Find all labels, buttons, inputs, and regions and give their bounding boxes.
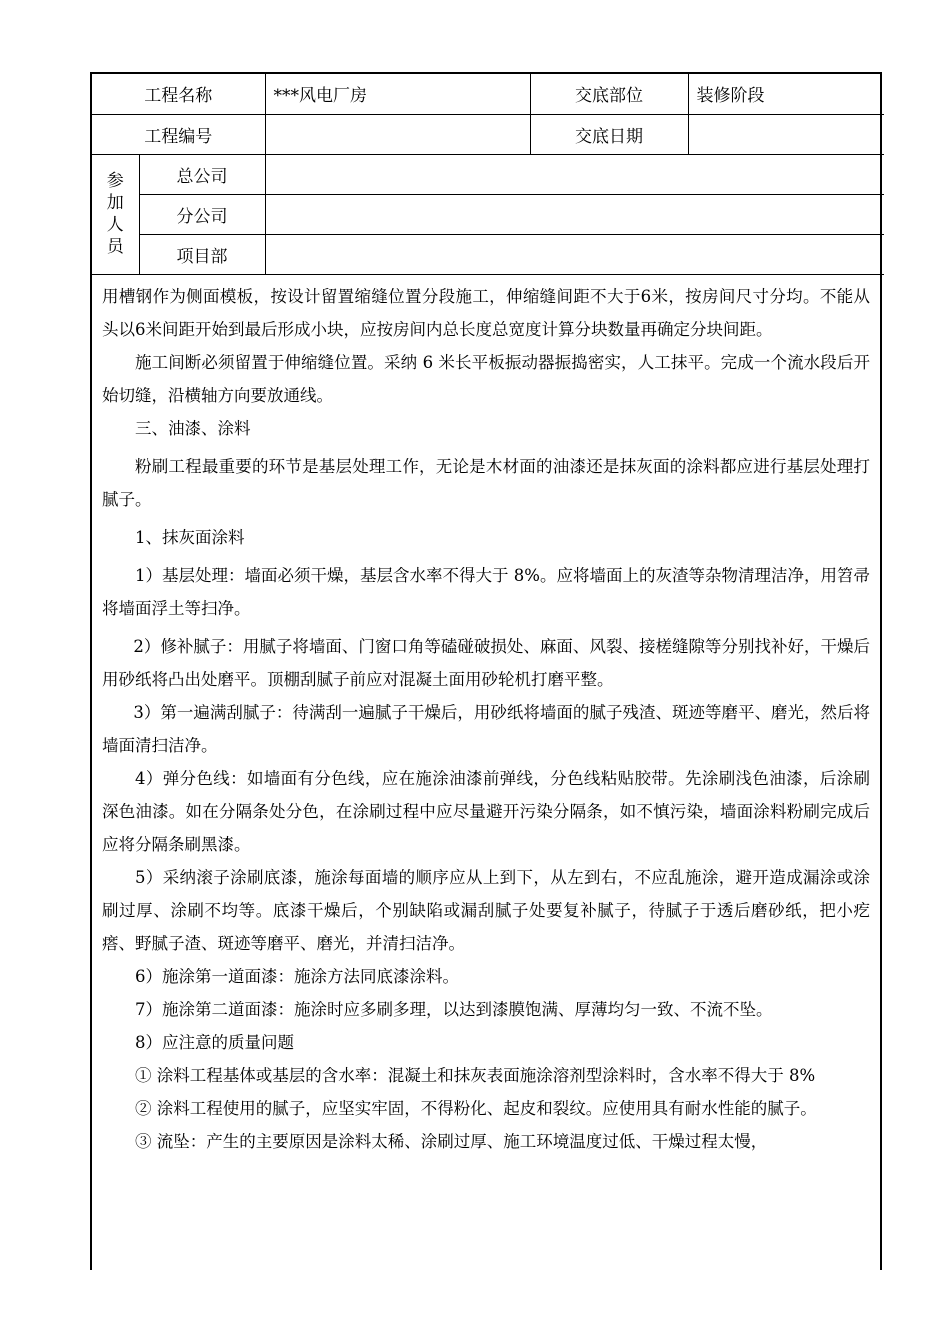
paragraph: 4）弹分色线：如墙面有分色线，应在施涂油漆前弹线，分色线粘贴胶带。先涂刷浅色油漆，后涂刷深色油漆。如在分隔条处分色，在涂刷过程中应尽量避开污染分隔条，如不慎污染，墙面涂料粉刷完成后应将分隔条刷黑漆。: [102, 769, 870, 854]
sub-heading: 1、抹灰面涂料: [135, 528, 245, 547]
paragraph: 粉刷工程最重要的环节是基层处理工作，无论是木材面的油漆还是抹灰面的涂料都应进行基层处理打腻子。: [102, 457, 870, 509]
paragraph: ② 涂料工程使用的腻子，应坚实牢固，不得粉化、起皮和裂纹。应使用具有耐水性能的腻子。: [135, 1099, 817, 1118]
project-name-label: 工程名称: [92, 74, 265, 114]
handover-date-value[interactable]: [688, 114, 884, 154]
body-text: [102, 280, 870, 1158]
paragraph: ① 涂料工程基体或基层的含水率：混凝土和抹灰表面施涂溶剂型涂料时，含水率不得大于 8%: [135, 1066, 816, 1085]
paragraph: ③ 流坠：产生的主要原因是涂料太稀、涂刷过厚、施工环境温度过低、干燥过程太慢，: [135, 1132, 768, 1151]
project-no-label: 工程编号: [92, 114, 265, 154]
participant-project-dept-value[interactable]: [265, 234, 884, 274]
paragraph: 8）应注意的质量问题: [135, 1033, 294, 1052]
paragraph: 7）施涂第二道面漆：施涂时应多刷多理，以达到漆膜饱满、厚薄均匀一致、不流不坠。: [135, 1000, 773, 1019]
participants-char: 人: [106, 215, 124, 235]
project-no-value[interactable]: [265, 114, 530, 154]
participants-char: 加: [106, 193, 124, 213]
handover-sheet: [90, 72, 882, 1270]
paragraph: 施工间断必须留置于伸缩缝位置。采纳 6 米长平板振动器振捣密实，人工抹平。完成一个流水段后开始切缝，沿横轴方向要放通线。: [102, 353, 870, 405]
participants-char: 参: [106, 171, 124, 191]
handover-part-value[interactable]: 装修阶段: [688, 74, 884, 114]
paragraph: 3）第一遍满刮腻子：待满刮一遍腻子干燥后，用砂纸将墙面的腻子残渣、斑迹等磨平、磨光，然后将墙面清扫洁净。: [102, 703, 870, 755]
participant-head-office-value[interactable]: [265, 154, 884, 194]
paragraph: 6）施涂第一道面漆：施涂方法同底漆涂料。: [135, 967, 459, 986]
paragraph: 2）修补腻子：用腻子将墙面、门窗口角等磕碰破损处、麻面、风裂、接槎缝隙等分别找补好，干燥后用砂纸将凸出处磨平。顶棚刮腻子前应对混凝土面用砂轮机打磨平整。: [102, 637, 870, 689]
section-heading: 三、油漆、涂料: [135, 419, 251, 438]
handover-part-label: 交底部位: [530, 74, 688, 114]
paragraph: 1）基层处理：墙面必须干燥，基层含水率不得大于 8%。应将墙面上的灰渣等杂物清理洁净，用笤帚将墙面浮土等扫净。: [102, 566, 870, 618]
participant-branch-label: 分公司: [139, 194, 265, 234]
handover-date-label: 交底日期: [530, 114, 688, 154]
participants-char: 员: [106, 237, 124, 257]
participants-label: [92, 154, 139, 274]
participant-branch-value[interactable]: [265, 194, 884, 234]
project-name-value[interactable]: ***风电厂房: [265, 74, 530, 114]
header-table: [92, 74, 884, 275]
paragraph: 5）采纳滚子涂刷底漆，施涂每面墙的顺序应从上到下，从左到右，不应乱施涂，避开造成漏涂或涂刷过厚、涂刷不均等。底漆干燥后，个别缺陷或漏刮腻子处要复补腻子，待腻子于透后磨砂纸，把小疙瘩、野腻子渣、斑迹等磨平、磨光，并清扫洁净。: [102, 868, 870, 953]
paragraph: 用槽钢作为侧面模板，按设计留置缩缝位置分段施工，伸缩缝间距不大于6米，按房间尺寸分均。不能从头以6米间距开始到最后形成小块，应按房间内总长度总宽度计算分块数量再确定分块间距。: [102, 287, 870, 339]
participant-project-dept-label: 项目部: [139, 234, 265, 274]
participant-head-office-label: 总公司: [139, 154, 265, 194]
